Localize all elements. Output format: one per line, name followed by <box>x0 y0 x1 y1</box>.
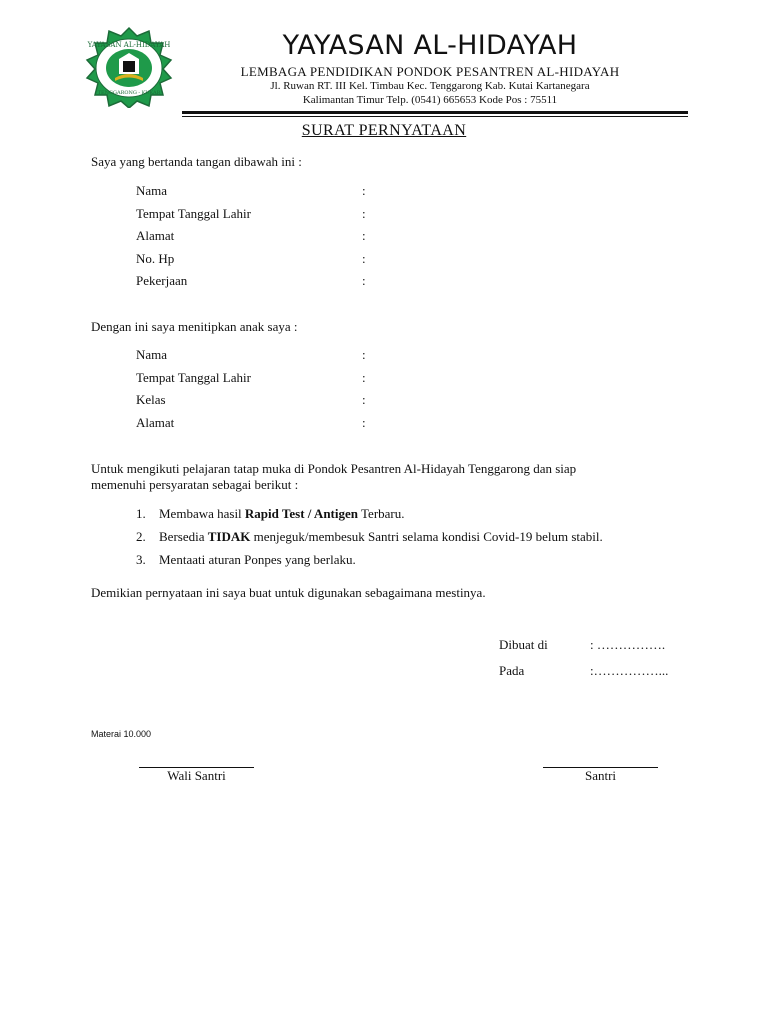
field-label: Tempat Tanggal Lahir <box>136 370 251 385</box>
field-colon: : <box>362 370 366 385</box>
field-label: Kelas <box>136 392 166 407</box>
svg-text:YAYASAN AL-HIDAYAH: YAYASAN AL-HIDAYAH <box>87 41 171 49</box>
institution-subtitle: LEMBAGA PENDIDIKAN PONDOK PESANTREN AL-HIDAYAH <box>240 64 620 79</box>
field-colon: : <box>362 415 366 430</box>
list-item: Membawa hasil Rapid Test / Antigen Terbaru. <box>159 506 405 521</box>
field-label: Nama <box>136 347 168 362</box>
body-text-line-2: memenuhi persyaratan sebagai berikut : <box>91 477 299 492</box>
foundation-logo <box>79 26 179 108</box>
place-value: : ……………. <box>590 637 666 652</box>
address-line-2: Kalimantan Timur Telp. (0541) 665653 Kode Pos : 75511 <box>302 94 558 106</box>
field-colon: : <box>362 183 366 198</box>
signature-label-right: Santri <box>584 768 617 783</box>
field-colon: : <box>362 228 366 243</box>
field-colon: : <box>362 251 366 266</box>
closing-text: Demikian pernyataan ini saya buat untuk digunakan sebagaimana mestinya. <box>91 585 486 600</box>
field-label: Nama <box>136 183 168 198</box>
address-line-1: Jl. Ruwan RT. III Kel. Timbau Kec. Tenggarong Kab. Kutai Kartanegara <box>270 80 590 92</box>
field-label: Tempat Tanggal Lahir <box>136 206 251 221</box>
field-colon: : <box>362 273 366 288</box>
field-label: No. Hp <box>136 251 175 266</box>
place-label: Dibuat di <box>499 637 548 652</box>
body-text-line-1: Untuk mengikuti pelajaran tatap muka di Pondok Pesantren Al-Hidayah Tenggarong dan siap <box>91 461 577 476</box>
intro-text: Saya yang bertanda tangan dibawah ini : <box>91 154 302 169</box>
signature-label-left: Wali Santri <box>167 768 226 783</box>
materai-note: Materai 10.000 <box>91 729 152 739</box>
list-item: Bersedia TIDAK menjeguk/membesuk Santri selama kondisi Covid-19 belum stabil. <box>159 529 603 544</box>
field-colon: : <box>362 206 366 221</box>
list-number: 3. <box>136 552 146 567</box>
foundation-title: YAYASAN AL-HIDAYAH <box>282 30 578 61</box>
list-number: 1. <box>136 506 146 521</box>
field-label: Pekerjaan <box>136 273 188 288</box>
list-item: Mentaati aturan Ponpes yang berlaku. <box>159 552 356 567</box>
field-colon: : <box>362 347 366 362</box>
field-label: Alamat <box>136 228 175 243</box>
document-title: SURAT PERNYATAAN <box>301 122 467 139</box>
header-rule-thin <box>182 116 688 117</box>
date-label: Pada <box>499 663 525 678</box>
field-colon: : <box>362 392 366 407</box>
section2-intro: Dengan ini saya menitipkan anak saya : <box>91 319 298 334</box>
field-label: Alamat <box>136 415 175 430</box>
list-number: 2. <box>136 529 146 544</box>
svg-text:TENGGARONG - KUKAR: TENGGARONG - KUKAR <box>97 90 161 96</box>
date-value: :……………... <box>590 663 669 678</box>
header-rule-thick <box>182 111 688 114</box>
